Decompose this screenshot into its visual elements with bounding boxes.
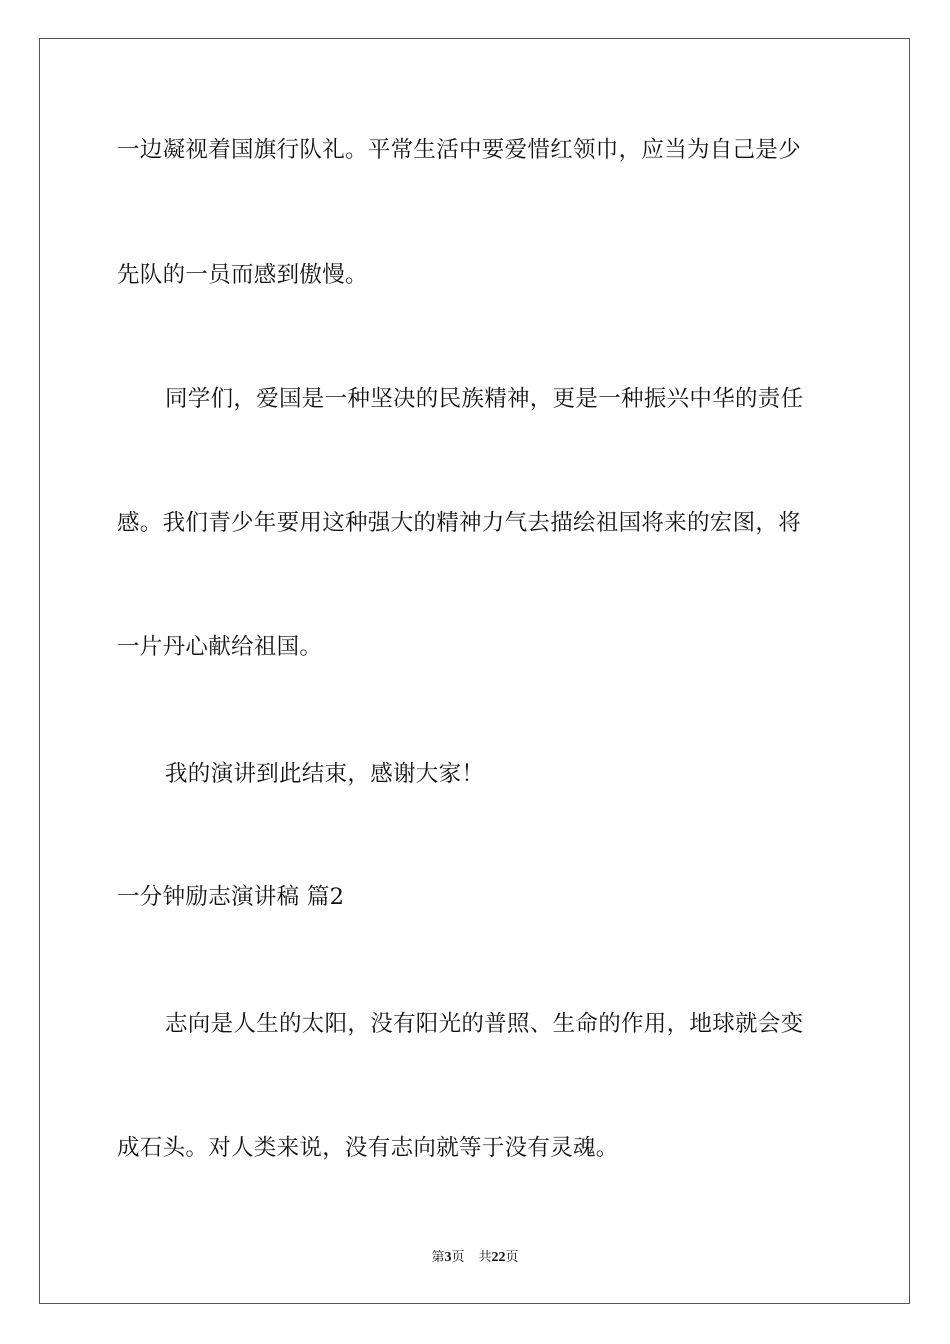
section-heading: 一分钟励志演讲稿 篇2 [117,884,345,910]
footer-prefix: 第 [431,1250,445,1265]
paragraph-line: 一边凝视着国旗行队礼。平常生活中要爱惜红领巾，应当为自己是少 [117,137,802,163]
paragraph-line: 一片丹心献给祖国。 [117,634,323,660]
paragraph-line: 感。我们青少年要用这种强大的精神力气去描绘祖国将来的宏图，将 [117,510,802,536]
footer-page-unit: 页 [451,1250,465,1265]
paragraph-line: 同学们，爱国是一种坚决的民族精神，更是一种振兴中华的责任 [165,386,804,412]
total-pages: 22 [491,1250,506,1265]
paragraph-line: 我的演讲到此结束，感谢大家！ [165,761,485,787]
paragraph-line: 志向是人生的太阳，没有阳光的普照、生命的作用，地球就会变 [165,1011,804,1037]
page-number: 3 [444,1250,452,1265]
paragraph-line: 先队的一员而感到傲慢。 [117,262,368,288]
footer-total-unit: 页 [505,1250,519,1265]
paragraph-line: 成石头。对人类来说，没有志向就等于没有灵魂。 [117,1135,619,1161]
footer-total-prefix: 共 [478,1250,492,1265]
page-frame [39,38,910,1304]
page-footer [0,1246,950,1266]
